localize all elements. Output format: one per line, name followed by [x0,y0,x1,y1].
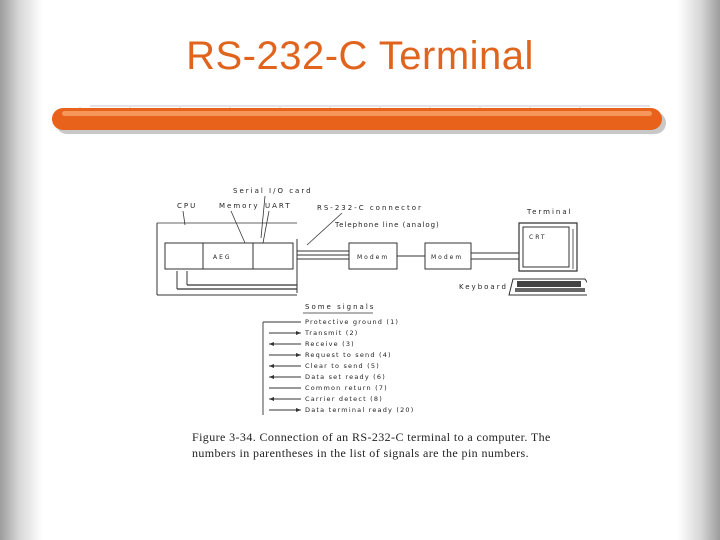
some-signals-label: Some signals [305,303,376,311]
rs232-connector-label: RS-232-C connector [317,204,423,212]
signal-label: Data terminal ready (20) [305,406,415,414]
keyboard-label: Keyboard [459,283,508,291]
slide-title: RS-232-C Terminal [186,34,534,78]
left-edge-shade [0,0,42,540]
signal-label: Transmit (2) [305,329,359,337]
terminal-label: Terminal [527,208,573,216]
right-edge-shade [678,0,720,540]
title-divider-bar [50,104,670,144]
memory-label: Memory [219,202,260,210]
figure [137,183,587,478]
cpu-label: CPU [177,202,198,210]
signal-label: Data set ready (6) [305,373,386,381]
rs232-diagram [137,183,587,423]
signal-label: Request to send (4) [305,351,392,359]
crt-label: CRT [529,234,547,241]
signal-label: Receive (3) [305,340,355,348]
modem-left-label: Modem [357,254,390,261]
serial-io-card-label: Serial I/O card [233,187,313,195]
signal-label: Clear to send (5) [305,362,380,370]
aeg-label: AEG [213,254,232,261]
telephone-line-label: Telephone line (analog) [335,221,440,229]
signal-label: Carrier detect (8) [305,395,383,403]
figure-caption: Figure 3-34. Connection of an RS-232-C terminal to a computer. The numbers in parentheses in the list of signals are the pin numbers. [192,430,551,460]
uart-label: UART [265,202,292,210]
signal-label: Common return (7) [305,384,388,392]
signal-label: Protective ground (1) [305,318,400,326]
modem-right-label: Modem [431,254,464,261]
